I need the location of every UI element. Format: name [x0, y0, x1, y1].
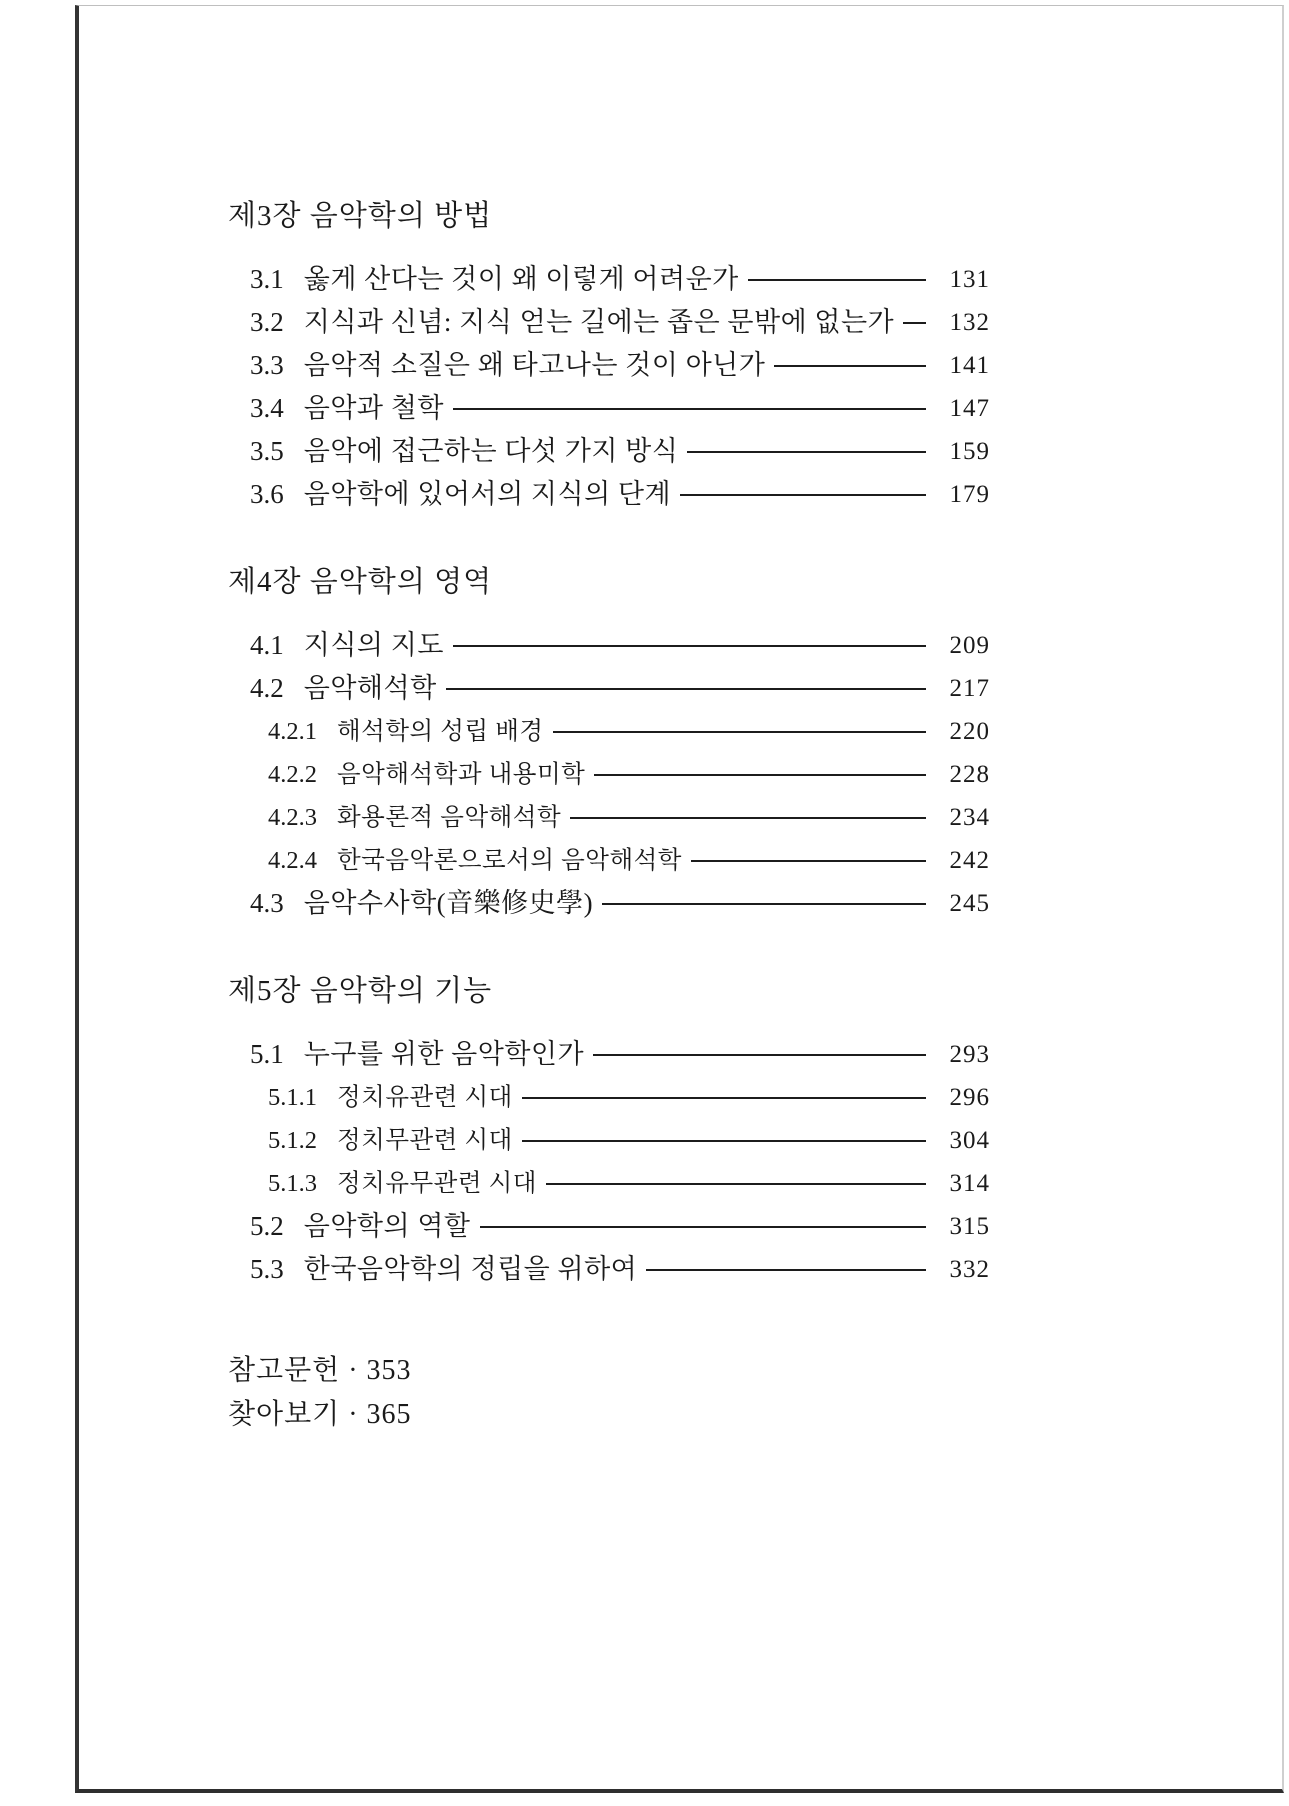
toc-item-page: 131	[949, 266, 990, 293]
toc-row	[228, 667, 990, 710]
toc-row	[228, 1033, 990, 1076]
toc-item-number: 3.6	[250, 479, 284, 509]
leader-line	[522, 1097, 926, 1099]
toc-row	[228, 624, 990, 667]
toc-item-label: 음악해석학과 내용미학	[337, 761, 586, 788]
leader-line	[593, 1054, 926, 1056]
toc-item-page: 209	[949, 632, 990, 659]
toc-item-label: 음악수사학(音樂修史學)	[303, 888, 594, 918]
toc-row	[228, 1076, 990, 1119]
toc-item-label: 지식의 지도	[303, 630, 444, 660]
toc-item-number: 4.3	[250, 888, 284, 918]
toc-item-page: 141	[949, 352, 990, 379]
toc-item-number: 4.2.1	[268, 718, 317, 745]
toc-item-page: 332	[949, 1256, 990, 1283]
toc-item-label: 음악학에 있어서의 지식의 단계	[303, 479, 672, 509]
toc	[228, 196, 990, 1291]
toc-row	[228, 710, 990, 753]
toc-item-label: 한국음악론으로서의 음악해석학	[337, 847, 682, 874]
backmatter-line: 참고문헌 · 353	[228, 1355, 412, 1386]
toc-item-page: 296	[949, 1084, 990, 1111]
toc-item-page: 315	[949, 1213, 990, 1240]
toc-item-number: 3.4	[250, 393, 284, 423]
toc-row	[228, 387, 990, 430]
toc-item-page: 132	[949, 309, 990, 336]
toc-item-number: 4.1	[250, 630, 284, 660]
toc-item-page: 304	[949, 1127, 990, 1154]
leader-line	[570, 817, 926, 819]
toc-item-label: 음악과 철학	[303, 393, 444, 423]
leader-line	[774, 365, 926, 367]
toc-item-number: 4.2.4	[268, 847, 317, 874]
toc-item-number: 5.1.2	[268, 1127, 317, 1154]
toc-item-number: 5.1.1	[268, 1084, 317, 1111]
toc-item-page: 242	[949, 847, 990, 874]
toc-item-number: 3.1	[250, 264, 284, 294]
toc-item-label: 해석학의 성립 배경	[337, 718, 544, 745]
toc-item-number: 3.2	[250, 307, 284, 337]
leader-line	[446, 688, 926, 690]
toc-row	[228, 430, 990, 473]
leader-line	[602, 903, 926, 905]
toc-item-number: 5.1	[250, 1039, 284, 1069]
toc-item-page: 293	[949, 1041, 990, 1068]
leader-line	[594, 774, 926, 776]
toc-item-number: 5.3	[250, 1254, 284, 1284]
leader-line	[691, 860, 926, 862]
toc-item-page: 234	[949, 804, 990, 831]
toc-item-page: 179	[949, 481, 990, 508]
leader-line	[480, 1226, 927, 1228]
toc-item-page: 220	[949, 718, 990, 745]
toc-item-page: 159	[949, 438, 990, 465]
toc-row	[228, 882, 990, 925]
toc-item-label: 음악적 소질은 왜 타고나는 것이 아닌가	[303, 350, 766, 380]
toc-item-label: 누구를 위한 음악학인가	[303, 1039, 585, 1069]
toc-item-number: 5.1.3	[268, 1170, 317, 1197]
chapter-title: 제5장 음악학의 기능	[228, 975, 493, 1007]
toc-item-label: 옳게 산다는 것이 왜 이렇게 어려운가	[303, 264, 739, 294]
toc-item-page: 147	[949, 395, 990, 422]
toc-row	[228, 1205, 990, 1248]
toc-row	[228, 258, 990, 301]
toc-row	[228, 1162, 990, 1205]
toc-row	[228, 839, 990, 882]
backmatter-line: 찾아보기 · 365	[228, 1399, 412, 1430]
toc-item-number: 3.5	[250, 436, 284, 466]
chapter-title: 제3장 음악학의 방법	[228, 200, 493, 232]
toc-item-label: 한국음악학의 정립을 위하여	[303, 1254, 638, 1284]
toc-item-label: 음악해석학	[303, 673, 437, 703]
leader-line	[546, 1183, 926, 1185]
toc-item-label: 정치유관련 시대	[337, 1084, 513, 1111]
leader-line	[748, 279, 926, 281]
leader-line	[680, 494, 926, 496]
toc-item-number: 3.3	[250, 350, 284, 380]
toc-row	[228, 473, 990, 516]
toc-item-number: 4.2.2	[268, 761, 317, 788]
toc-item-label: 정치무관련 시대	[337, 1127, 513, 1154]
toc-item-label: 화용론적 음악해석학	[337, 804, 562, 831]
toc-item-page: 217	[949, 675, 990, 702]
toc-item-number: 4.2	[250, 673, 284, 703]
leader-line	[453, 645, 926, 647]
toc-row	[228, 301, 990, 344]
toc-row	[228, 796, 990, 839]
backmatter	[228, 1349, 1289, 1437]
leader-line	[687, 451, 926, 453]
toc-item-page: 245	[949, 890, 990, 917]
leader-line	[522, 1140, 926, 1142]
toc-item-label: 음악에 접근하는 다섯 가지 방식	[303, 436, 679, 466]
toc-item-label: 음악학의 역할	[303, 1211, 471, 1241]
leader-line	[553, 731, 926, 733]
chapter-title: 제4장 음악학의 영역	[228, 566, 493, 598]
toc-row	[228, 1248, 990, 1291]
toc-item-label: 지식과 신념: 지식 얻는 길에는 좁은 문밖에 없는가	[303, 307, 895, 337]
leader-line	[903, 322, 926, 324]
toc-row	[228, 753, 990, 796]
toc-item-label: 정치유무관련 시대	[337, 1170, 537, 1197]
leader-line	[646, 1269, 926, 1271]
toc-item-number: 4.2.3	[268, 804, 317, 831]
toc-item-number: 5.2	[250, 1211, 284, 1241]
toc-item-page: 228	[949, 761, 990, 788]
leader-line	[453, 408, 926, 410]
toc-row	[228, 1119, 990, 1162]
toc-row	[228, 344, 990, 387]
toc-item-page: 314	[949, 1170, 990, 1197]
